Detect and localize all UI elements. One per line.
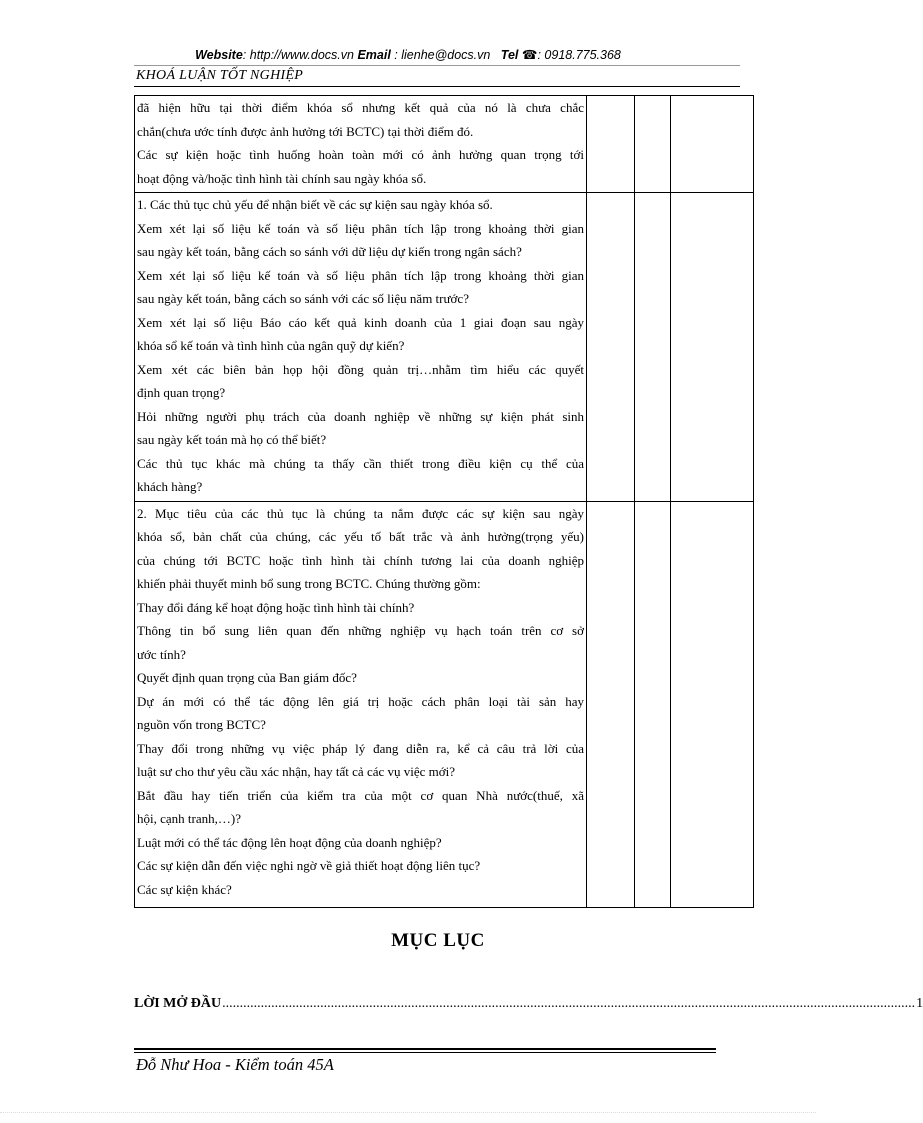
phone-icon: ☎ — [521, 48, 538, 62]
checklist-line: Dự án mới có thể tác động lên giá trị hoặc cách phân loại tài sản hay — [137, 693, 584, 709]
checklist-line: của chúng tới BCTC hoặc tình hình tài chính tương lai của doanh nghiệp — [137, 552, 584, 568]
checklist-check-cell[interactable] — [671, 193, 754, 502]
checklist-line: đã hiện hữu tại thời điểm khóa sổ nhưng kết quả của nó là chưa chắc — [137, 100, 584, 115]
checklist-check-cell[interactable] — [635, 96, 671, 193]
checklist-line: Các sự kiện hoặc tình huống hoàn toàn mới có ảnh hưởng quan trọng tới — [137, 147, 584, 162]
checklist-line: khách hàng? — [137, 479, 203, 494]
checklist-line: Quyết định quan trọng của Ban giám đốc? — [137, 670, 357, 685]
header-divider-bottom — [134, 86, 740, 87]
checklist-check-cell[interactable] — [587, 96, 635, 193]
checklist-line: khóa sổ kế toán và tình hình của ngân quỹ dự kiến? — [137, 338, 405, 353]
toc-entry-label: LỜI MỞ ĐẦU — [134, 996, 222, 1011]
checklist-check-cell[interactable] — [635, 193, 671, 502]
checklist-line: Xem xét lại số liệu kế toán và số liệu phân tích lập trong khoảng thời gian — [137, 220, 584, 236]
checklist-line: Các thủ tục khác mà chúng ta thấy cần thiết trong điều kiện cụ thể của — [137, 455, 584, 471]
checklist-line: khóa sổ, bản chất của chúng, các yếu tố bất trắc và ảnh hưởng(trọng yếu) — [137, 529, 584, 544]
checklist-line: Các sự kiện khác? — [137, 881, 232, 897]
checklist-check-cell[interactable] — [671, 96, 754, 193]
checklist-row — [135, 96, 754, 193]
checklist-line: sau ngày kết toán, bằng cách so sánh với dữ liệu dự kiến trong ngân sách? — [137, 244, 522, 259]
footer-author: Đỗ Như Hoa - Kiểm toán 45A — [136, 1055, 334, 1074]
checklist-line: luật sư cho thư yêu cầu xác nhận, hay tất cả các vụ việc mới? — [137, 764, 456, 779]
checklist-line: Xem xét lại số liệu kế toán và số liệu phân tích lập trong khoảng thời gian — [137, 267, 584, 283]
checklist-check-cell[interactable] — [587, 193, 635, 502]
checklist-line: Bắt đầu hay tiến triển của kiểm tra của một cơ quan Nhà nước(thuế, xã — [137, 787, 584, 803]
checklist-row — [135, 193, 754, 502]
checklist-line: sau ngày kết toán, bằng cách so sánh với các số liệu năm trước? — [137, 291, 469, 306]
checklist-line: Các sự kiện dẫn đến việc nghi ngờ về giả thiết hoạt động liên tục? — [137, 858, 481, 873]
checklist-line: định quan trọng? — [137, 385, 226, 400]
page-header-contact — [0, 47, 816, 63]
checklist-line: Luật mới có thể tác động lên hoạt động của doanh nghiệp? — [137, 834, 442, 850]
document-header-title: KHOÁ LUẬN TỐT NGHIỆP — [136, 68, 304, 83]
footer-divider-thick — [134, 1048, 716, 1050]
website-value: : http://www.docs.vn — [242, 48, 354, 62]
checklist-check-cell[interactable] — [587, 501, 635, 908]
toc-entry-leader: ...................................................................................................................................................................................................... — [222, 996, 916, 1011]
footer-divider-thin — [134, 1052, 716, 1053]
checklist-line: sau ngày kết toán mà họ có thể biết? — [137, 432, 327, 447]
checklist-row-text — [135, 501, 587, 908]
checklist-line: hội, cạnh tranh,…)? — [137, 811, 241, 826]
toc-entry-page: 1 — [916, 996, 923, 1011]
checklist-line: Thay đổi trong những vụ việc pháp lý đang diễn ra, kể cả câu trả lời của — [137, 740, 584, 756]
checklist-row — [135, 501, 754, 908]
checklist-check-cell[interactable] — [635, 501, 671, 908]
toc-entry[interactable] — [134, 995, 923, 1013]
email-value: : lienhe@docs.vn — [390, 48, 491, 62]
toc-title: MỤC LỤC — [391, 930, 485, 951]
checklist-line: hoạt động và/hoặc tình hình tài chính sau ngày khóa sổ. — [137, 170, 427, 186]
checklist-line: khiến phải thuyết minh bổ sung trong BCTC. Chúng thường gồm: — [137, 576, 481, 591]
checklist-row-text — [135, 96, 587, 193]
tel-value: : 0918.775.368 — [537, 48, 621, 62]
email-label: Email — [357, 48, 391, 62]
checklist-check-cell[interactable] — [671, 501, 754, 908]
checklist-line: Xem xét lại số liệu Báo cáo kết quả kinh doanh của 1 giai đoạn sau ngày — [137, 314, 584, 330]
checklist-row-text — [135, 193, 587, 502]
checklist-line: ước tính? — [137, 646, 186, 662]
tel-label: Tel — [500, 48, 519, 62]
checklist-line: Thông tin bổ sung liên quan đến những nghiệp vụ hạch toán trên cơ sở — [137, 623, 584, 638]
checklist-line: Thay đổi đáng kể hoạt động hoặc tình hình tài chính? — [137, 599, 415, 615]
checklist-line: chắn(chưa ước tính được ảnh hưởng tới BCTC) tại thời điểm đó. — [137, 123, 474, 139]
header-divider-top — [134, 65, 740, 66]
page-bottom-border — [0, 1112, 816, 1113]
checklist-table — [134, 95, 754, 908]
checklist-line: 2. Mục tiêu của các thủ tục là chúng ta nắm được các sự kiện sau ngày — [137, 505, 584, 521]
website-label: Website — [195, 48, 243, 62]
checklist-line: nguồn vốn trong BCTC? — [137, 717, 266, 732]
checklist-line: Xem xét các biên bản họp hội đồng quản trị…nhằm tìm hiểu các quyết — [137, 361, 584, 377]
checklist-line: 1. Các thủ tục chủ yếu để nhận biết về các sự kiện sau ngày khóa sổ. — [137, 197, 493, 212]
checklist-line: Hỏi những người phụ trách của doanh nghiệp về những sự kiện phát sinh — [137, 408, 584, 424]
